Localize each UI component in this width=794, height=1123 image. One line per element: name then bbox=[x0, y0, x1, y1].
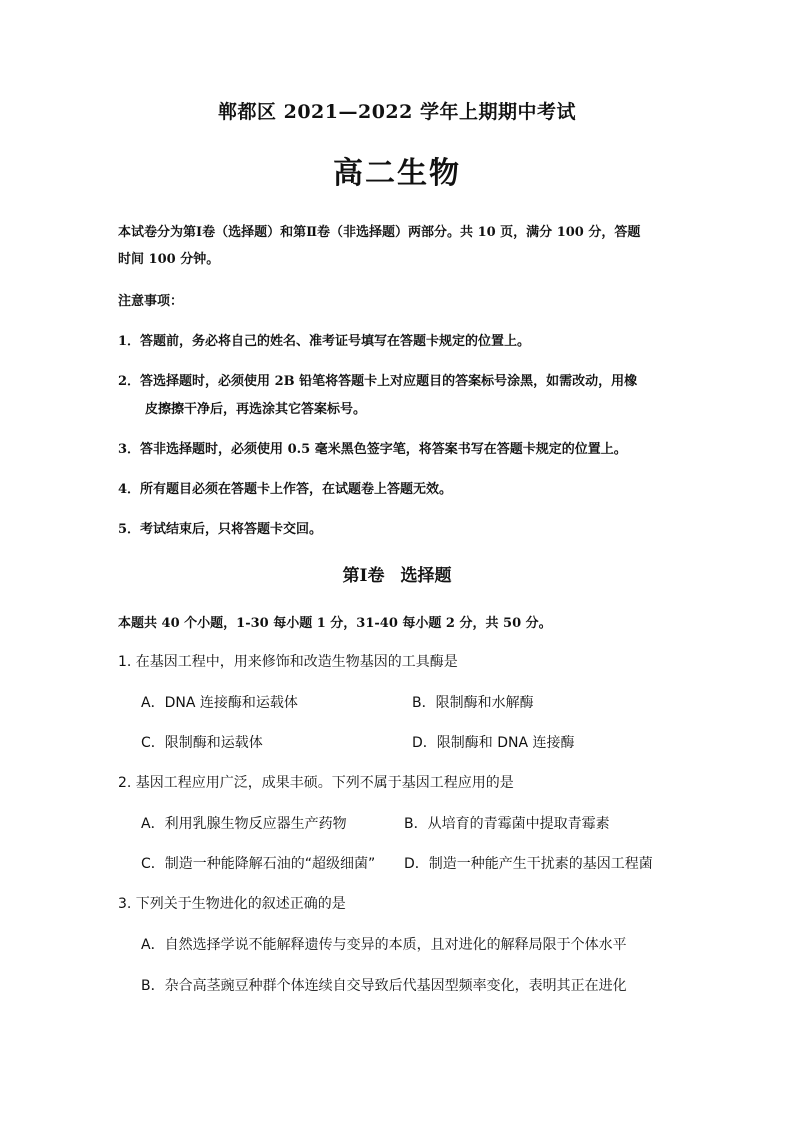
note-item: 2．答选择题时，必须使用 2B 铅笔将答题卡上对应题目的答案标号涂黑，如需改动，用橡 bbox=[118, 374, 638, 389]
option-b: B．杂合高茎豌豆种群个体连续自交导致后代基因型频率变化，表明其正在进化 bbox=[141, 978, 627, 994]
option-b: B．限制酶和水解酶 bbox=[412, 695, 534, 711]
option-b: B．从培育的青霉菌中提取青霉素 bbox=[404, 816, 610, 832]
intro-line-1: 本试卷分为第Ⅰ卷（选择题）和第Ⅱ卷（非选择题）两部分。共 10 页，满分 100 分，答题 bbox=[118, 225, 641, 240]
question-stem: 1. 在基因工程中，用来修饰和改造生物基因的工具酶是 bbox=[118, 654, 458, 670]
option-c: C．制造一种能降解石油的“超级细菌” bbox=[141, 856, 376, 872]
section-instruction: 本题共 40 个小题，1-30 每小题 1 分，31-40 每小题 2 分，共 50 分。 bbox=[118, 616, 552, 631]
question-stem: 3. 下列关于生物进化的叙述正确的是 bbox=[118, 896, 346, 912]
note-item: 4．所有题目必须在答题卡上作答，在试题卷上答题无效。 bbox=[118, 482, 453, 497]
note-item: 5．考试结束后，只将答题卡交回。 bbox=[118, 522, 323, 537]
question-stem: 2. 基因工程应用广泛，成果丰硕。下列不属于基因工程应用的是 bbox=[118, 775, 514, 791]
option-d: D．限制酶和 DNA 连接酶 bbox=[412, 735, 575, 751]
option-a: A．自然选择学说不能解释遗传与变异的本质，且对进化的解释局限于个体水平 bbox=[141, 937, 627, 953]
option-a: A．利用乳腺生物反应器生产药物 bbox=[141, 816, 347, 832]
option-c: C．限制酶和运载体 bbox=[141, 735, 263, 751]
section-title bbox=[0, 561, 794, 586]
notes-heading: 注意事项： bbox=[118, 294, 184, 309]
section-title-part: 第Ⅰ卷 bbox=[342, 566, 385, 586]
note-item-continuation: 皮擦擦干净后，再选涂其它答案标号。 bbox=[145, 402, 367, 417]
exam-title: 郸都区 2021—2022 学年上期期中考试 bbox=[218, 101, 576, 123]
note-item: 1．答题前，务必将自己的姓名、准考证号填写在答题卡规定的位置上。 bbox=[118, 334, 531, 349]
section-title-name: 选择题 bbox=[400, 566, 452, 586]
intro-line-2: 时间 100 分钟。 bbox=[118, 252, 220, 267]
option-d: D．制造一种能产生干扰素的基因工程菌 bbox=[404, 856, 653, 872]
option-a: A．DNA 连接酶和运载体 bbox=[141, 695, 298, 711]
note-item: 3．答非选择题时，必须使用 0.5 毫米黑色签字笔，将答案书写在答题卡规定的位置上。 bbox=[118, 442, 627, 457]
subject-title: 高二生物 bbox=[333, 156, 461, 191]
